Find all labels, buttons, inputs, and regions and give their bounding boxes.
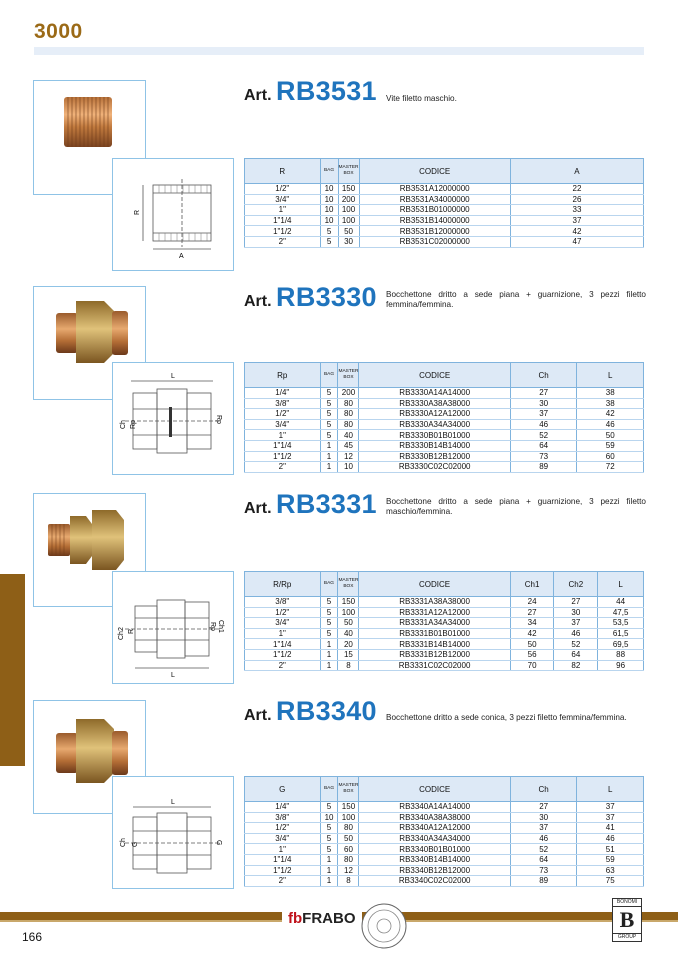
frabo-logo-text: FRABO [302,910,356,927]
table-header [245,572,644,597]
table-row: 3/4" 5 50 RB3340A34A34000 46 46 [245,833,644,844]
header-bar [34,47,644,55]
spec-table-rb3330 [244,362,644,473]
col-header: Ch [510,777,577,802]
dim-label-l: L [171,799,175,806]
article-title-rb3340: Art. RB3340 [244,696,377,726]
col-header: R [245,159,321,184]
dim-label-rp-right: Rp [215,415,222,424]
table-row: 1"1/2 1 12 RB3330B12B12000 73 60 [245,451,644,462]
union-drawing-icon [113,363,233,474]
page-number: 166 [22,930,43,944]
dim-label-rp-left: Rp [130,420,137,429]
col-header: L [598,572,644,597]
union-drawing-icon [113,777,233,888]
spec-table-rb3331 [244,571,644,671]
table-row: 3/8" 10 100 RB3340A38A38000 30 37 [245,812,644,823]
article-description-rb3330: Bocchettone dritto a sede piana + guarnizione, 3 pezzi filetto femmina/femmina. [386,290,646,309]
col-header: CODICE [359,159,510,184]
dim-label-r: R [134,209,141,215]
dim-label-ch: Ch [120,838,127,847]
col-header: MASTER BOX [338,363,359,388]
table-row: 3/8" 5 150 RB3331A38A38000 24 27 44 [245,597,644,608]
dim-label-ch2: Ch2 [118,627,125,640]
technical-drawing-rb3531 [112,158,234,271]
bonomi-group-logo: BONOMI B GROUP [612,898,642,942]
col-header: MASTER BOX [338,572,359,597]
col-header: G [245,777,321,802]
dim-label-l: L [171,672,175,679]
technical-drawing-rb3331 [112,571,234,684]
dim-label-l: L [171,373,175,380]
col-header: R/Rp [245,572,321,597]
col-header: L [577,777,644,802]
table-row: 1"1/4 1 80 RB3340B14B14000 64 59 [245,854,644,865]
spec-table-rb3340 [244,776,644,887]
table-row: 1/2" 5 100 RB3331A12A12000 27 30 47,5 [245,607,644,618]
col-header: BAG [320,572,338,597]
spec-table-rb3531 [244,158,644,248]
table-row: 3/4" 10 200 RB3531A34000000 26 [245,194,644,205]
article-title-rb3531: Art. RB3531 [244,76,377,106]
table-header [245,159,644,184]
table-row: 1/2" 5 80 RB3330A12A12000 37 42 [245,409,644,420]
table-row: 1"1/4 1 20 RB3331B14B14000 50 52 69,5 [245,639,644,650]
article-title-rb3331: Art. RB3331 [244,489,377,519]
table-row: 1/2" 5 80 RB3340A12A12000 37 41 [245,823,644,834]
side-tab [0,574,25,766]
table-row: 1"1/2 1 12 RB3340B12B12000 73 63 [245,865,644,876]
col-header: A [510,159,643,184]
technical-drawing-rb3340 [112,776,234,889]
nipple-drawing-icon [113,159,233,270]
dim-label-g-right: G [215,840,222,846]
col-header: CODICE [359,777,510,802]
table-row: 1/4" 5 200 RB3330A14A14000 27 38 [245,388,644,399]
col-header: CODICE [359,572,510,597]
section-number: 3000 [34,20,83,43]
col-header: Ch [510,363,577,388]
dim-label-ch1: Ch1 [217,620,224,633]
table-row: 1" 10 100 RB3531B01000000 33 [245,205,644,216]
table-row: 2" 5 30 RB3531C02000000 47 [245,236,644,247]
table-row: 1"1/2 5 50 RB3531B12000000 42 [245,226,644,237]
table-row: 3/8" 5 80 RB3330A38A38000 30 38 [245,398,644,409]
technical-drawing-rb3330 [112,362,234,475]
dim-label-rp: Rp [209,622,216,631]
table-row: 3/4" 5 80 RB3330A34A34000 46 46 [245,419,644,430]
table-row: 2" 1 10 RB3330C02C02000 89 72 [245,462,644,473]
frabo-logo-mark: fb [288,910,303,927]
col-header: MASTER BOX [338,777,359,802]
col-header: Ch2 [554,572,598,597]
table-row: 3/4" 5 50 RB3331A34A34000 34 37 53,5 [245,618,644,629]
dim-label-g-left: G [132,841,139,847]
table-row: 1"1/4 10 100 RB3531B14000000 37 [245,215,644,226]
table-row: 1/2" 10 150 RB3531A12000000 22 [245,184,644,195]
frabo-logo [282,910,362,927]
article-description-rb3331: Bocchettone dritto a sede piana + guarnizione, 3 pezzi filetto maschio/femmina. [386,497,646,516]
dim-label-a: A [179,253,184,260]
table-header [245,363,644,388]
col-header: CODICE [359,363,510,388]
table-row: 1"1/4 1 45 RB3330B14B14000 64 59 [245,440,644,451]
col-header: MASTER BOX [338,159,359,184]
article-description-rb3340: Bocchettone dritto a sede conica, 3 pezzi filetto femmina/femmina. [386,713,627,722]
table-row: 2" 1 8 RB3340C02C02000 89 75 [245,876,644,887]
dim-label-ch: Ch [120,420,127,429]
table-row: 1/4" 5 150 RB3340A14A14000 27 37 [245,802,644,813]
table-row: 2" 1 8 RB3331C02C02000 70 82 96 [245,660,644,671]
col-header: BAG [320,363,338,388]
article-title-rb3330: Art. RB3330 [244,282,377,312]
col-header: BAG [320,777,338,802]
table-row: 1" 5 60 RB3340B01B01000 52 51 [245,844,644,855]
dim-label-r: R [128,628,135,634]
col-header: L [577,363,644,388]
table-row: 1"1/2 1 15 RB3331B12B12000 56 64 88 [245,649,644,660]
table-row: 1" 5 40 RB3330B01B01000 52 50 [245,430,644,441]
col-header: BAG [320,159,338,184]
certification-seal-icon [360,902,408,950]
col-header: Rp [245,363,321,388]
table-header [245,777,644,802]
table-row: 1" 5 40 RB3331B01B01000 42 46 61,5 [245,628,644,639]
col-header: Ch1 [510,572,554,597]
article-description-rb3531: Vite filetto maschio. [386,94,457,103]
union-drawing-icon [113,572,233,683]
